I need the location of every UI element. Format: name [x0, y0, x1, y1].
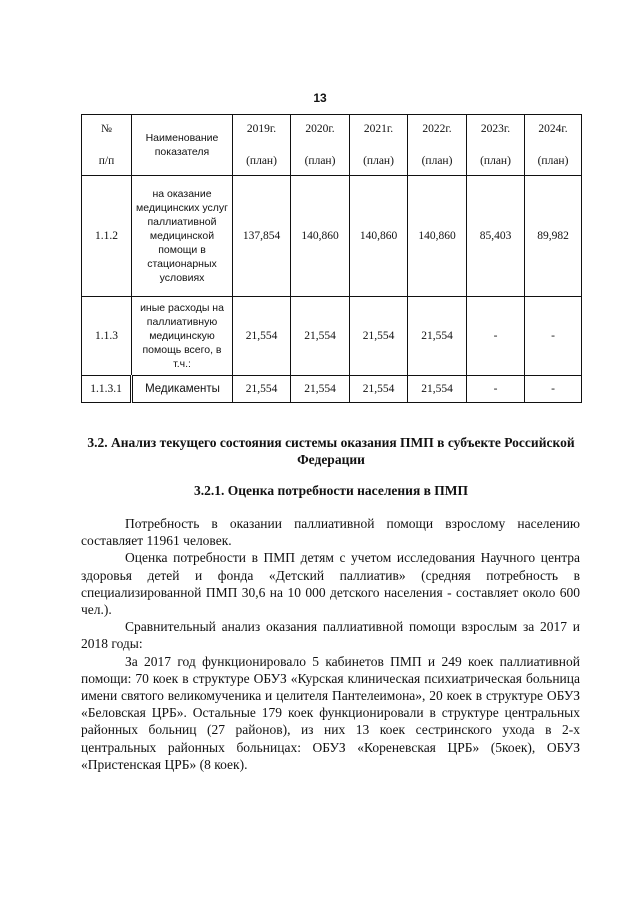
paragraph: Потребность в оказании паллиативной помощи взрослому населению составляет 11961 человек.: [81, 516, 580, 549]
header-name-line1: Наименование: [145, 132, 219, 144]
row-value: 21,554: [408, 376, 467, 403]
body-text: [81, 515, 580, 773]
header-year-2021: 2021г. (план): [350, 115, 408, 176]
row-value: 140,860: [408, 176, 467, 297]
row-value: 21,554: [291, 376, 350, 403]
row-name: на оказание медицинских услуг паллиативной медицинской помощи в стационарных условиях: [132, 176, 233, 297]
header-year-2019: 2019г. (план): [233, 115, 291, 176]
row-value: 140,860: [291, 176, 350, 297]
row-value: 137,854: [233, 176, 291, 297]
header-year-2024: 2024г. (план): [525, 115, 582, 176]
header-num-label: п/п: [98, 155, 115, 167]
indicators-table: [81, 114, 582, 403]
header-name: [132, 115, 233, 176]
header-year-2022: 2022г. (план): [408, 115, 467, 176]
paragraph: За 2017 год функционировало 5 кабинетов ПМП и 249 коек паллиативной помощи: 70 коек в структуре ОБУЗ «Курская клиническая психиатрическая больница имени святого великомученика и целителя Пантелеимона», 20 коек в структуре ОБУЗ «Беловская ЦРБ». Остальные 179 коек функционировали в структуре центральных районных больниц (27 районов), из них 13 коек сестринского ухода в 2-х центральных районных больницах: ОБУЗ «Кореневская ЦРБ» (5коек), ОБУЗ «Пристенская ЦРБ» (8 коек).: [81, 653, 580, 772]
row-value: -: [467, 297, 525, 376]
row-num: 1.1.3.1: [82, 376, 132, 403]
row-value: 85,403: [467, 176, 525, 297]
table-row: [82, 376, 582, 403]
table-row: [82, 176, 582, 297]
header-num: [82, 115, 132, 176]
page-number: 13: [313, 91, 327, 105]
header-name-line2: показателя: [154, 146, 210, 158]
row-value: -: [525, 297, 582, 376]
row-num: 1.1.3: [82, 297, 132, 376]
row-value: 21,554: [350, 376, 408, 403]
row-value: 21,554: [350, 297, 408, 376]
row-value: 21,554: [233, 297, 291, 376]
paragraph: Оценка потребности в ПМП детям с учетом исследования Научного центра здоровья детей и фонда «Детский паллиатив» (средняя потребность в специализированной ПМП 30,6 на 10 000 детского населения - составляет около 600 чел.).: [81, 550, 580, 618]
row-value: 21,554: [291, 297, 350, 376]
row-value: 89,982: [525, 176, 582, 297]
row-name: Медикаменты: [132, 376, 233, 403]
indicators-table-container: [81, 114, 582, 403]
table-row: [82, 297, 582, 376]
row-value: 21,554: [233, 376, 291, 403]
row-num: 1.1.2: [82, 176, 132, 297]
row-value: 140,860: [350, 176, 408, 297]
row-value: -: [467, 376, 525, 403]
subsection-heading: 3.2.1. Оценка потребности населения в ПМП: [193, 483, 469, 498]
row-value: 21,554: [408, 297, 467, 376]
table-header-row: [82, 115, 582, 176]
row-value: -: [525, 376, 582, 403]
paragraph: Сравнительный анализ оказания паллиативной помощи взрослым за 2017 и 2018 годы:: [81, 619, 580, 652]
row-name: иные расходы на паллиативную медицинскую помощь всего, в т.ч.:: [132, 297, 233, 376]
header-year-2020: 2020г. (план): [291, 115, 350, 176]
header-num-symbol: №: [101, 123, 112, 135]
header-year-2023: 2023г. (план): [467, 115, 525, 176]
section-heading: 3.2. Анализ текущего состояния системы оказания ПМП в субъекте Российской Федерации: [87, 435, 575, 467]
